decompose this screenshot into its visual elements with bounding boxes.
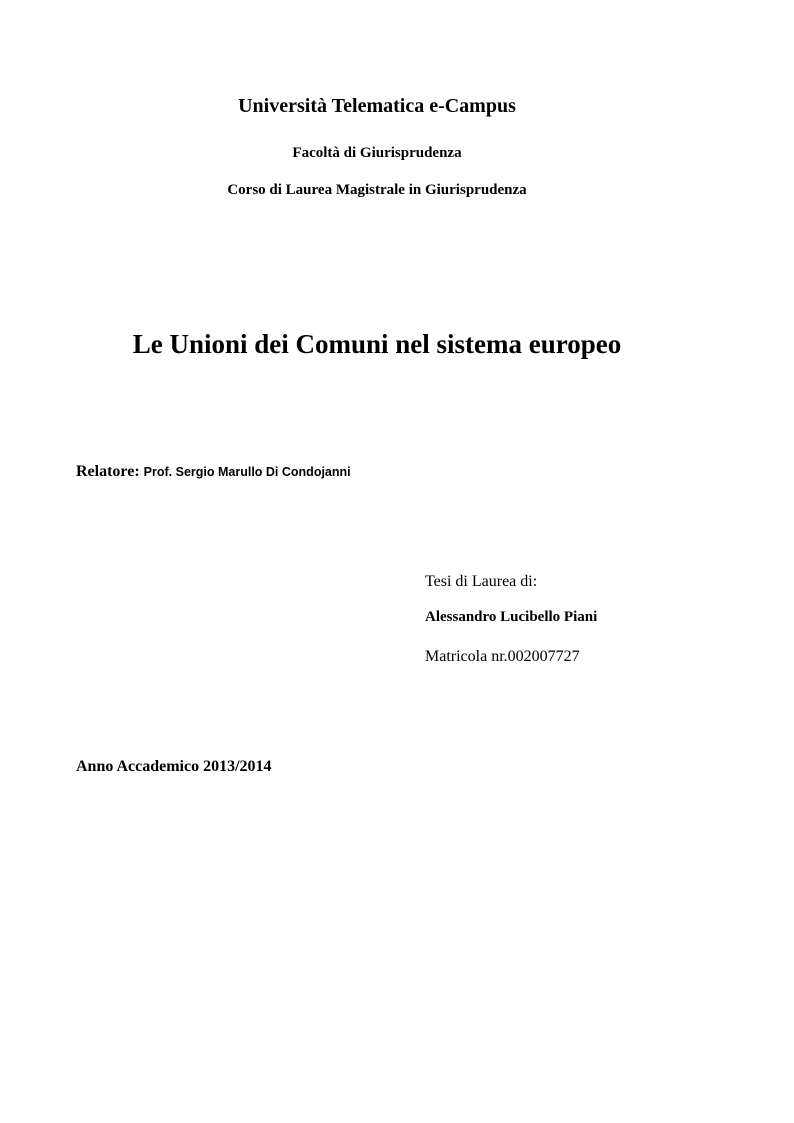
supervisor-label: Relatore:	[76, 463, 140, 480]
academic-year: Anno Accademico 2013/2014	[76, 758, 272, 775]
thesis-title: Le Unioni dei Comuni nel sistema europeo	[132, 329, 622, 359]
supervisor-name: Prof. Sergio Marullo Di Condojanni	[143, 465, 351, 479]
matricola-number: Matricola nr.002007727	[425, 648, 580, 665]
thesis-of-label: Tesi di Laurea di:	[425, 573, 538, 590]
supervisor-line	[76, 464, 351, 480]
university-name: Università Telematica e-Campus	[238, 95, 516, 117]
faculty-name: Facoltà di Giurisprudenza	[292, 145, 462, 161]
candidate-name: Alessandro Lucibello Piani	[425, 609, 598, 625]
course-name: Corso di Laurea Magistrale in Giurisprudenza	[227, 182, 527, 198]
